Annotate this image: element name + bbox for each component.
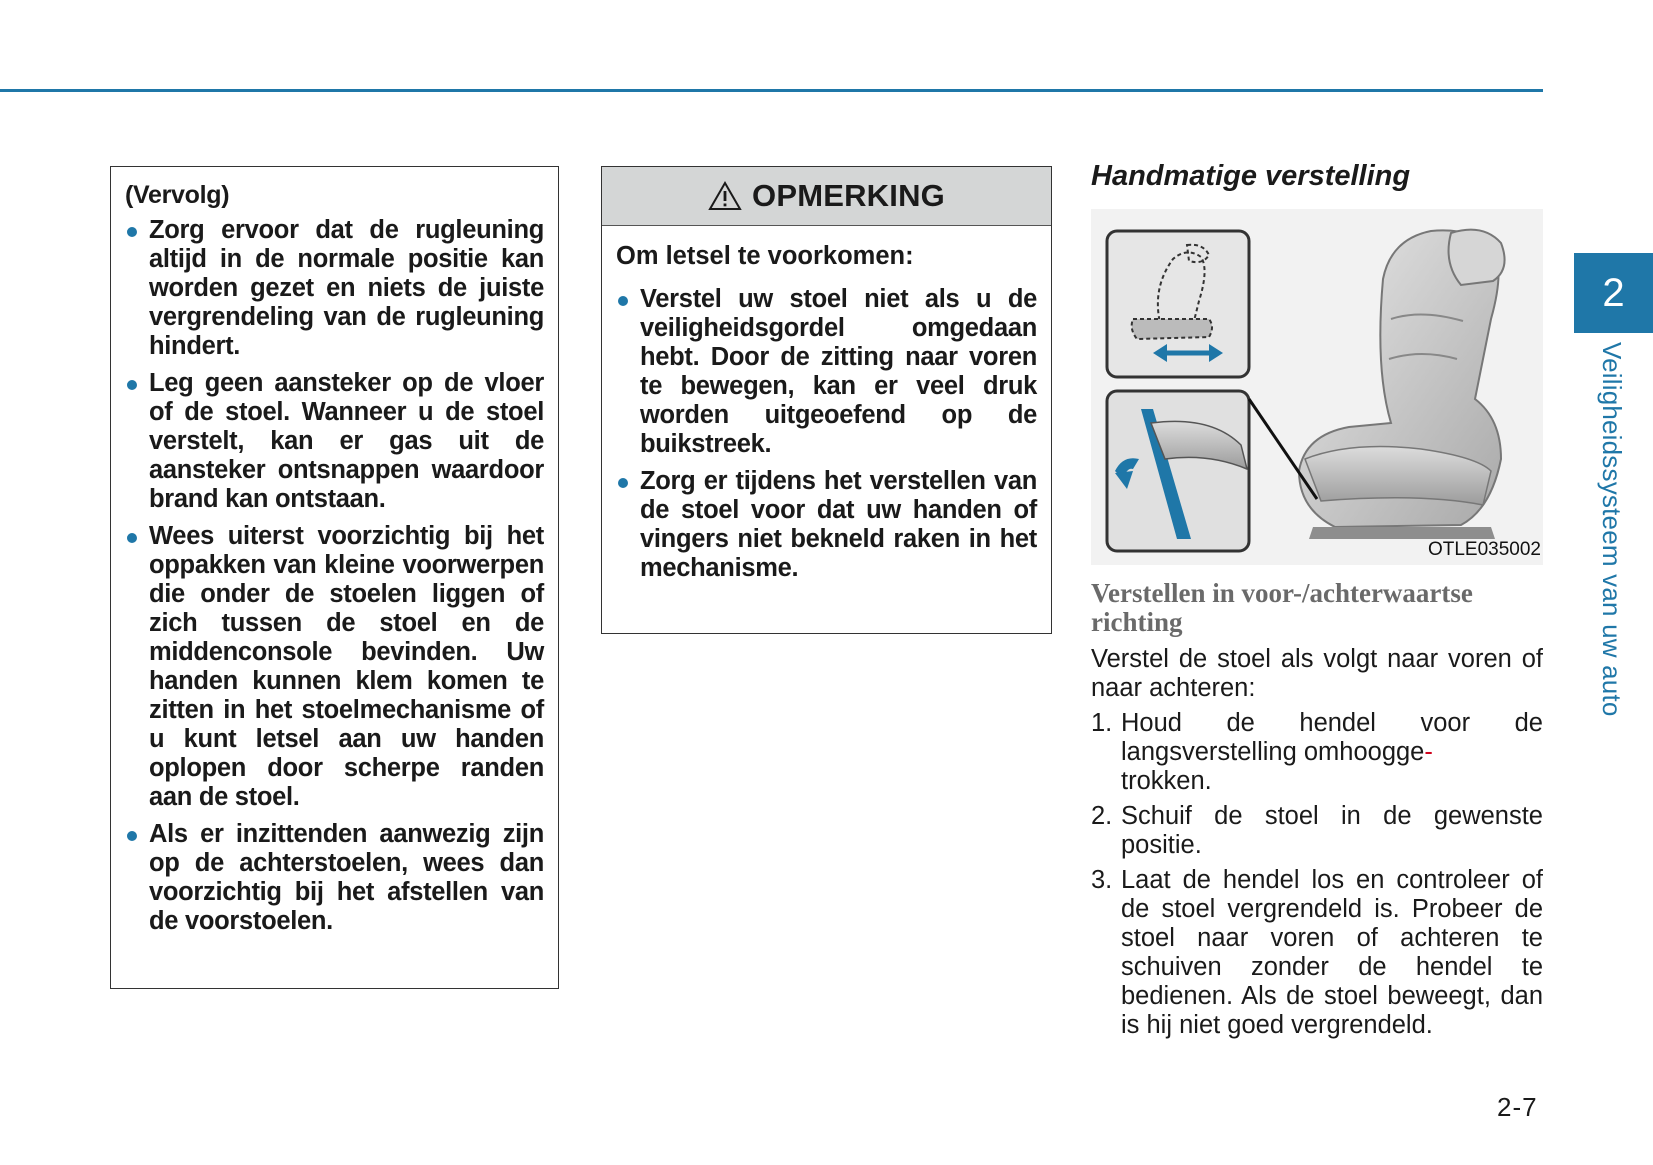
continued-bullet-list	[125, 216, 544, 936]
section-title: Handmatige verstelling	[1091, 160, 1411, 192]
notice-banner	[602, 167, 1051, 226]
top-rule	[0, 89, 1543, 92]
notice-box	[601, 166, 1052, 634]
notice-title: OPMERKING	[752, 178, 945, 213]
bullet-dot-icon	[127, 380, 137, 390]
warning-triangle-icon	[708, 181, 742, 211]
notice-content	[602, 226, 1051, 583]
list-item: 3. Laat de hendel los en controleer of de stoel vergrendeld is. Probeer de stoel naar voren of achteren te schuiven zonder de hendel te bedienen. Als de stoel beweegt, dan is hij niet goed vergrendeld.	[1091, 866, 1543, 1039]
list-item: Zorg er tijdens het verstellen van de stoel voor dat uw handen of vingers niet bekneld raken in het mechanisme.	[616, 467, 1037, 583]
list-item: Wees uiterst voorzichtig bij het oppakken van kleine voorwerpen die onder de stoelen liggen of zich tussen de stoel en de middenconsole bevinden. Uw handen kunnen klem komen te zitten in het stoelmechanisme of u kunt letsel aan uw handen oplopen door scherpe randen aan de stoel.	[125, 522, 544, 812]
bullet-dot-icon	[127, 227, 137, 237]
steps-list	[1091, 709, 1543, 1040]
subheading: Verstellen in voor-/achterwaartse richting	[1091, 578, 1473, 637]
notice-bullet-list	[616, 285, 1037, 583]
continued-heading: (Vervolg)	[125, 181, 230, 209]
bullet-dot-icon	[127, 831, 137, 841]
bullet-dot-icon	[618, 478, 628, 488]
list-item: Leg geen aansteker op de vloer of de stoel. Wanneer u de stoel verstelt, kan er gas uit de aansteker ontsnappen waardoor brand kan ontstaan.	[125, 369, 544, 514]
list-item: 2. Schuif de stoel in de gewenste positie.	[1091, 802, 1543, 859]
seat-illustration	[1091, 209, 1543, 565]
hyphen-mark: -	[1424, 738, 1433, 766]
notice-intro: Om letsel te voorkomen:	[616, 242, 914, 270]
list-item: Zorg ervoor dat de rugleuning altijd in de normale positie kan worden gezet en niets de juiste vergrendeling van de rugleuning hindert.	[125, 216, 544, 361]
list-item: Als er inzittenden aanwezig zijn op de achterstoelen, wees dan voorzichtig bij het afstellen van de voorstoelen.	[125, 820, 544, 936]
seat-drawing-icon	[1091, 209, 1543, 565]
bullet-dot-icon	[618, 296, 628, 306]
chapter-tab: 2	[1574, 253, 1653, 333]
intro-text: Verstel de stoel als volgt naar voren of naar achteren:	[1091, 645, 1543, 702]
list-item: Verstel uw stoel niet als u de veiligheidsgordel omgedaan hebt. Door de zitting naar voren te bewegen, kan er veel druk worden uitgeoefend op de buikstreek.	[616, 285, 1037, 459]
continued-warning-box	[110, 166, 559, 989]
page-number: 2-7	[1497, 1092, 1538, 1122]
figure-code: OTLE035002	[1427, 539, 1541, 560]
chapter-label: Veiligheidssysteem van uw auto	[1597, 342, 1627, 717]
list-item: 1. Houd de hendel voor de langsverstelling omhoogge- trokken.	[1091, 709, 1543, 795]
manual-adjustment-section	[1091, 160, 1543, 1046]
bullet-dot-icon	[127, 533, 137, 543]
